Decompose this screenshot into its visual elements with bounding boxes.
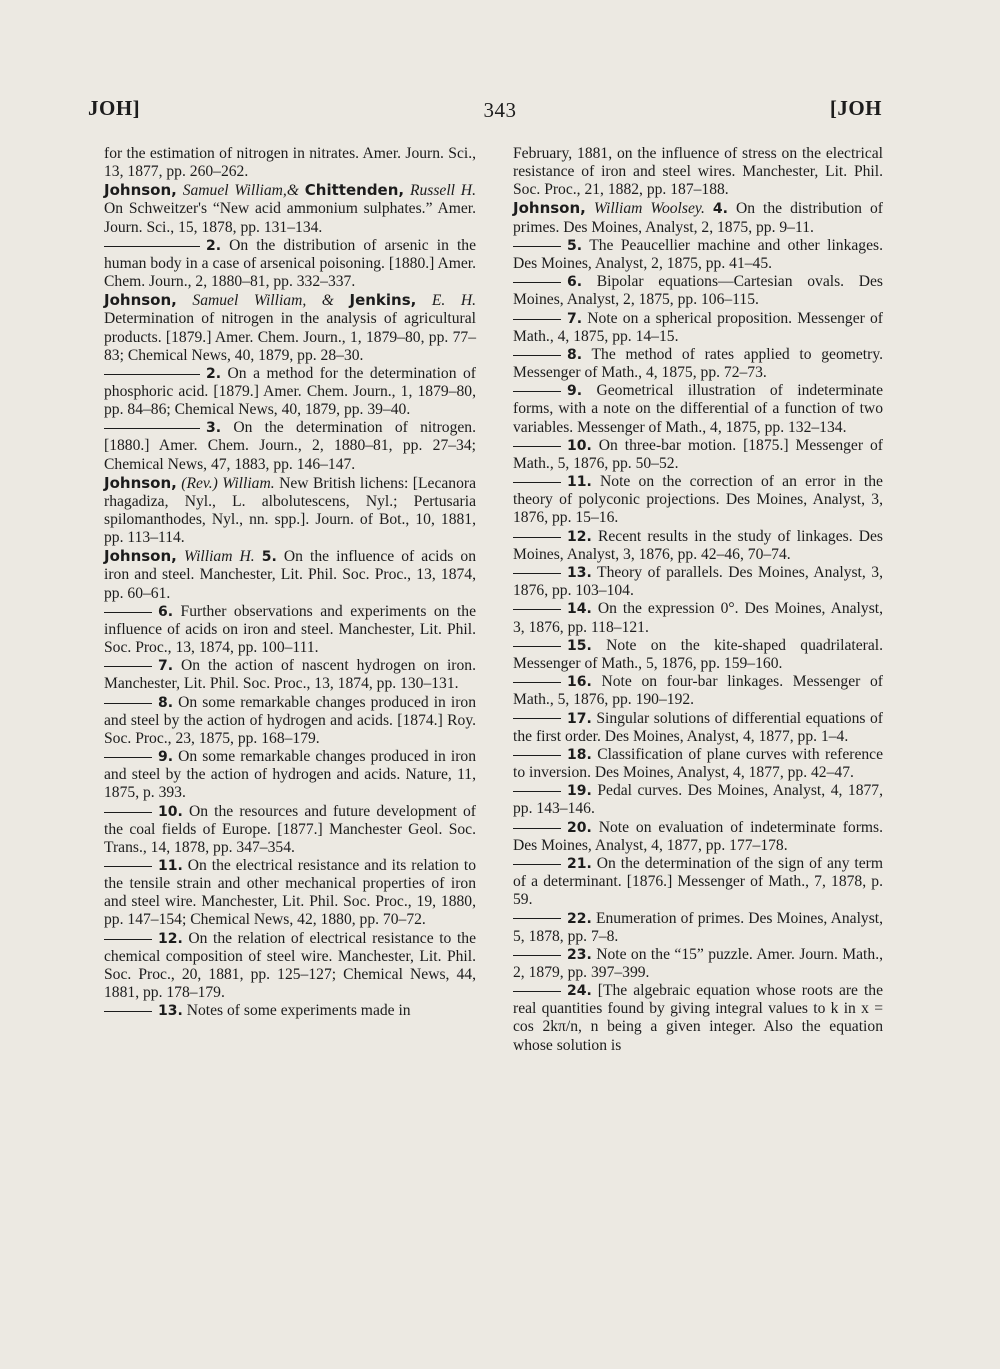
bibliography-entry xyxy=(104,603,476,657)
entry-number: 21. xyxy=(567,856,592,873)
entry-number: 7. xyxy=(158,658,174,675)
entry-text: The Peaucellier machine and other linkages. Des Moines, Analyst, 2, 1875, pp. 41–45. xyxy=(513,236,883,272)
ditto-rule xyxy=(513,718,561,719)
ditto-rule xyxy=(104,246,200,247)
bibliography-entry xyxy=(513,782,883,818)
bibliography-entry xyxy=(513,310,883,346)
entry-text: On the distribution of primes. Des Moines, Analyst, 2, 1875, pp. 9–11. xyxy=(513,200,883,236)
bibliography-entry xyxy=(513,855,883,909)
ditto-rule xyxy=(104,666,152,667)
entry-number: 8. xyxy=(158,694,174,711)
ditto-rule xyxy=(104,757,152,758)
entry-number: 14. xyxy=(567,601,592,618)
running-head-left: JOH] xyxy=(88,96,141,120)
bibliography-entry xyxy=(513,199,883,236)
bibliography-entry xyxy=(513,819,883,855)
ditto-rule xyxy=(104,428,200,429)
author-given-name: Samuel William, & xyxy=(192,292,334,310)
ditto-rule xyxy=(513,755,561,756)
entry-number: 23. xyxy=(567,946,592,963)
entry-text: On the relation of electrical resistance to the chemical composition of steel wire. Manchester, Lit. Phil. Soc. Proc., 20, 1881, pp. 125–127; Chemical News, 44, 1881, pp. 178–179. xyxy=(104,929,476,1001)
entry-text: Bipolar equations—Cartesian ovals. Des Moines, Analyst, 2, 1875, pp. 106–115. xyxy=(513,273,883,309)
bibliography-entry xyxy=(513,145,883,199)
entry-text: On the influence of acids on iron and steel. Manchester, Lit. Phil. Soc. Proc., 13, 1874, pp. 60–61. xyxy=(104,548,476,602)
entry-text: Note on the correction of an error in the theory of polyconic projections. Des Moines, Analyst, 3, 1876, pp. 15–16. xyxy=(513,473,883,527)
bibliography-entry xyxy=(513,946,883,982)
entry-text: On some remarkable changes produced in iron and steel by the action of hydrogen and acids. [1874.] Roy. Soc. Proc., 23, 1875, pp. 168–179. xyxy=(104,693,477,747)
bibliography-entry xyxy=(104,237,476,291)
coauthor-surname: Chittenden, xyxy=(304,181,405,200)
entry-number: 7. xyxy=(567,310,583,327)
entry-number: 16. xyxy=(567,674,592,691)
ditto-rule xyxy=(104,1011,152,1012)
ditto-rule xyxy=(104,812,152,813)
entry-text: On the determination of nitrogen. [1880.] Amer. Chem. Journ., 2, 1880–81, pp. 27–34; Chemical News, 47, 1883, pp. 146–147. xyxy=(104,419,476,473)
right-column xyxy=(513,145,883,1055)
entry-text: On a method for the determination of phosphoric acid. [1879.] Amer. Chem. Journ., 1, 1879–80, pp. 84–86; Chemical News, 40, 1879, pp. 39–40. xyxy=(104,364,476,419)
coauthor-given-name: E. H. xyxy=(431,292,477,310)
ditto-rule xyxy=(513,319,561,320)
bibliography-entry xyxy=(104,181,476,236)
author-surname: Johnson, xyxy=(104,291,177,310)
bibliography-entry xyxy=(104,748,476,802)
entry-number: 18. xyxy=(567,746,592,763)
entry-number: 3. xyxy=(206,420,222,437)
entry-number: 10. xyxy=(158,803,183,820)
bibliography-entry xyxy=(513,910,883,946)
author-surname: Johnson, xyxy=(104,547,177,566)
entry-text: Singular solutions of differential equations of the first order. Des Moines, Analyst, 4, 1877, pp. 1–4. xyxy=(513,709,883,745)
ditto-rule xyxy=(104,866,152,867)
ditto-rule xyxy=(513,609,561,610)
entry-number: 11. xyxy=(158,858,183,875)
ditto-rule xyxy=(513,482,561,483)
running-head-right: [JOH xyxy=(829,96,882,120)
ditto-rule xyxy=(513,391,561,392)
bibliography-entry xyxy=(513,746,883,782)
entry-text: Note on four-bar linkages. Messenger of Math., 5, 1876, pp. 190–192. xyxy=(513,673,883,709)
page-number: 343 xyxy=(483,98,517,122)
entry-number: 24. xyxy=(567,983,592,1000)
entry-number: 13. xyxy=(567,565,592,582)
author-surname: Johnson, xyxy=(104,181,177,200)
entry-text: Notes of some experiments made in xyxy=(186,1002,411,1020)
entry-text: On the resources and future development of the coal fields of Europe. [1877.] Manchester Geol. Soc. Trans., 14, 1878, pp. 347–354. xyxy=(104,802,476,856)
entry-text: Note on a spherical proposition. Messenger of Math., 4, 1875, pp. 14–15. xyxy=(513,309,884,345)
entry-number: 9. xyxy=(567,383,583,400)
entry-text: Enumeration of primes. Des Moines, Analyst, 5, 1878, pp. 7–8. xyxy=(513,909,883,945)
entry-text: Recent results in the study of linkages. Des Moines, Analyst, 3, 1876, pp. 42–46, 70–74. xyxy=(513,527,883,563)
entry-number: 5. xyxy=(261,549,277,566)
entry-number: 9. xyxy=(158,749,174,766)
ditto-rule xyxy=(513,246,561,247)
entry-text: Note on the “15” puzzle. Amer. Journ. Math., 2, 1879, pp. 397–399. xyxy=(513,945,883,981)
entry-number: 15. xyxy=(567,637,592,654)
entry-number: 2. xyxy=(206,237,222,254)
bibliography-entry xyxy=(104,657,476,693)
entry-text: On the determination of the sign of any term of a determinant. [1876.] Messenger of Math., 7, 1878, p. 59. xyxy=(513,855,884,909)
bibliography-entry xyxy=(513,528,883,564)
entry-text: On Schweitzer's “New acid ammonium sulphates.” Amer. Journ. Sci., 15, 1878, pp. 131–134. xyxy=(104,200,476,236)
bibliography-entry xyxy=(104,930,476,1002)
ditto-rule xyxy=(513,282,561,283)
author-surname: Johnson, xyxy=(513,199,586,218)
bibliography-entry xyxy=(104,694,476,748)
ditto-rule xyxy=(513,828,561,829)
bibliography-entry xyxy=(513,346,883,382)
bibliography-entry xyxy=(513,382,883,436)
ditto-rule xyxy=(104,374,200,375)
entry-text: On the expression 0°. Des Moines, Analyst, 3, 1876, pp. 118–121. xyxy=(513,600,883,636)
entry-text: Note on the kite-shaped quadrilateral. Messenger of Math., 5, 1876, pp. 159–160. xyxy=(513,636,883,672)
ditto-rule xyxy=(513,991,561,992)
entry-number: 17. xyxy=(567,710,592,727)
bibliography-entry xyxy=(513,637,883,673)
author-given-name: William Woolsey. xyxy=(593,200,705,218)
bibliography-entry xyxy=(104,547,476,602)
entry-text: Determination of nitrogen in the analysis of agricultural products. [1879.] Amer. Chem. Journ., 1, 1879–80, pp. 77–83; Chemical News, 40, 1879, pp. 28–30. xyxy=(104,310,476,364)
entry-text: Further observations and experiments on the influence of acids on iron and steel. Manchester, Lit. Phil. Soc. Proc., 13, 1874, pp. 100–111. xyxy=(104,602,476,657)
entry-number: 8. xyxy=(567,346,583,363)
bibliography-entry xyxy=(104,857,476,929)
entry-text: On the distribution of arsenic in the human body in a case of arsenical poisoning. [1880.] Amer. Chem. Journ., 2, 1880–81, pp. 332–337. xyxy=(104,236,476,291)
bibliography-entry xyxy=(513,673,883,709)
ditto-rule xyxy=(513,955,561,956)
bibliography-entry xyxy=(104,145,476,181)
entry-number: 2. xyxy=(206,365,222,382)
entry-number: 6. xyxy=(567,274,583,291)
entry-number: 10. xyxy=(567,437,592,454)
author-given-name: (Rev.) William. xyxy=(181,474,275,492)
bibliography-entry xyxy=(104,803,476,857)
bibliography-entry xyxy=(104,1002,476,1020)
entry-number: 11. xyxy=(567,474,592,491)
entry-number: 4. xyxy=(712,201,728,218)
entry-text: Theory of parallels. Des Moines, Analyst, 3, 1876, pp. 103–104. xyxy=(513,564,883,600)
bibliography-entry xyxy=(104,365,476,419)
ditto-rule xyxy=(104,939,152,940)
bibliography-entry xyxy=(513,437,883,473)
entry-text: On the action of nascent hydrogen on iron. Manchester, Lit. Phil. Soc. Proc., 13, 1874, pp. 130–131. xyxy=(104,657,476,693)
ditto-rule xyxy=(104,703,152,704)
entry-number: 12. xyxy=(567,528,592,545)
entry-text: [The algebraic equation whose roots are the real quantities found by giving integral values to k in x = cos 2kπ/n, n being a given integer. Also the equation whose solution is xyxy=(513,982,884,1054)
entry-text: Note on evaluation of indeterminate forms. Des Moines, Analyst, 4, 1877, pp. 177–178. xyxy=(513,818,883,854)
entry-text: February, 1881, on the influence of stress on the electrical resistance of iron and steel wires. Manchester, Lit. Phil. Soc. Proc., 21, 1882, pp. 187–188. xyxy=(513,145,883,199)
ditto-rule xyxy=(513,446,561,447)
bibliography-entry xyxy=(104,474,476,547)
ditto-rule xyxy=(513,791,561,792)
ditto-rule xyxy=(513,646,561,647)
entry-number: 19. xyxy=(567,783,592,800)
ditto-rule xyxy=(513,918,561,919)
coauthor-surname: Jenkins, xyxy=(349,291,417,310)
entry-text: On the electrical resistance and its relation to the tensile strain and other mechanical properties of iron and steel wire. Manchester, Lit. Phil. Soc. Proc., 19, 1880, pp. 147–154; Chemical News, 42, 1880, pp. 70–72. xyxy=(104,857,476,929)
ditto-rule xyxy=(513,864,561,865)
entry-text: On three-bar motion. [1875.] Messenger of Math., 5, 1876, pp. 50–52. xyxy=(513,436,883,472)
left-column xyxy=(104,145,476,1020)
entry-text: Pedal curves. Des Moines, Analyst, 4, 1877, pp. 143–146. xyxy=(513,782,883,818)
bibliography-entry xyxy=(104,291,476,364)
ditto-rule xyxy=(513,355,561,356)
ditto-rule xyxy=(513,573,561,574)
bibliography-entry xyxy=(104,419,476,473)
author-given-name: William H. xyxy=(183,548,255,566)
bibliography-entry xyxy=(513,600,883,636)
author-surname: Johnson, xyxy=(104,473,177,492)
entry-number: 6. xyxy=(158,603,174,620)
bibliography-entry xyxy=(513,982,883,1054)
entry-number: 12. xyxy=(158,930,183,947)
entry-number: 13. xyxy=(158,1003,183,1020)
entry-number: 20. xyxy=(567,819,592,836)
ditto-rule xyxy=(104,612,152,613)
bibliography-entry xyxy=(513,564,883,600)
entry-text: Geometrical illustration of indeterminate forms, with a note on the differential of a function of two variables. Messenger of Math., 4, 1875, pp. 132–134. xyxy=(513,382,884,436)
coauthor-given-name: Russell H. xyxy=(409,182,476,200)
bibliography-entry xyxy=(513,710,883,746)
bibliography-entry xyxy=(513,473,883,527)
entry-text: New British lichens: [Lecanora rhagadiza, Nyl., L. albolutescens, Nyl.; Pertusaria spilomanthodes, Nyl., nn. spp.]. Journ. of Bot., 10, 1881, pp. 113–114. xyxy=(104,474,476,547)
entry-text: On some remarkable changes produced in iron and steel by the action of hydrogen and acids. Nature, 11, 1875, p. 393. xyxy=(104,748,477,802)
entry-text: Classification of plane curves with reference to inversion. Des Moines, Analyst, 4, 1877, pp. 42–47. xyxy=(513,745,884,781)
bibliography-entry xyxy=(513,237,883,273)
ditto-rule xyxy=(513,537,561,538)
ditto-rule xyxy=(513,682,561,683)
entry-number: 22. xyxy=(567,910,592,927)
entry-text: for the estimation of nitrogen in nitrates. Amer. Journ. Sci., 13, 1877, pp. 260–262. xyxy=(104,145,476,181)
author-given-name: Samuel William,& xyxy=(182,182,299,200)
entry-number: 5. xyxy=(567,237,583,254)
bibliography-entry xyxy=(513,273,883,309)
entry-text: The method of rates applied to geometry. Messenger of Math., 4, 1875, pp. 72–73. xyxy=(513,345,883,382)
